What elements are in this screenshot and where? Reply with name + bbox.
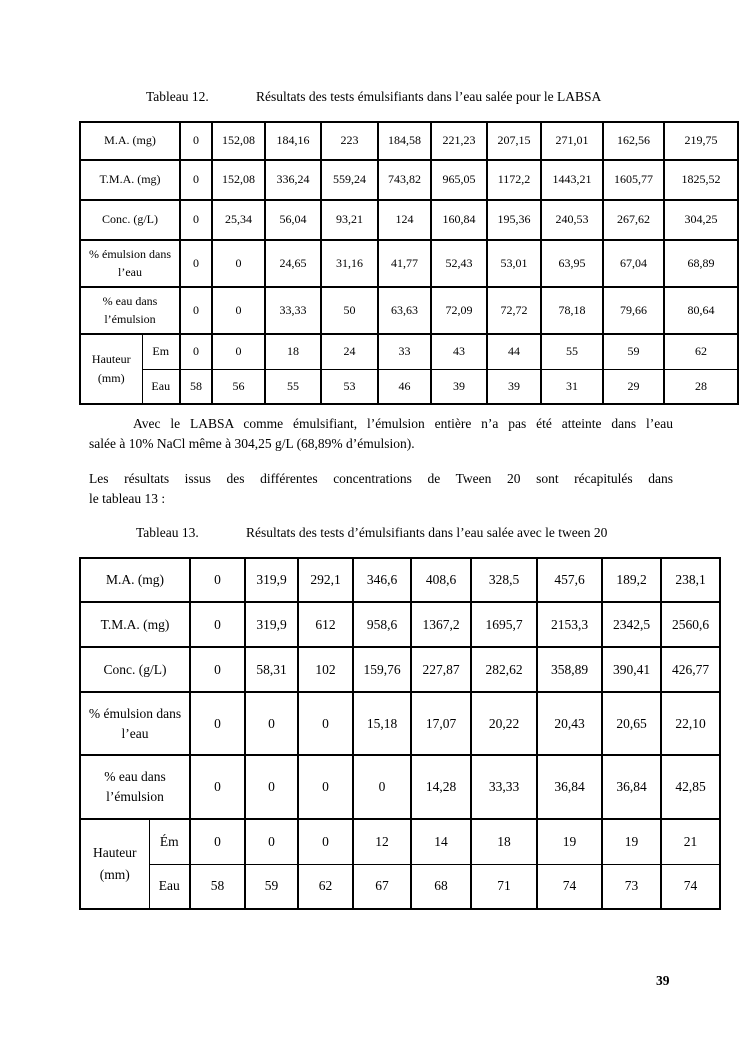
table-row-em [80, 334, 738, 369]
row-label: M.A. (mg) [80, 122, 180, 160]
table-cell: 19 [537, 819, 602, 864]
table-cell: 184,58 [378, 122, 431, 160]
table-row [80, 122, 738, 160]
em-label: Em [142, 334, 180, 369]
table-cell: 31,16 [321, 240, 378, 287]
table-cell: 20,43 [537, 692, 602, 755]
table12-caption-number: Tableau 12. [146, 89, 209, 104]
table-cell: 336,24 [265, 160, 321, 200]
table-cell: 0 [298, 692, 353, 755]
table-cell: 55 [541, 334, 603, 369]
table-cell: 238,1 [661, 558, 720, 602]
table-cell: 0 [190, 602, 245, 647]
table-cell: 408,6 [411, 558, 471, 602]
hauteur-label: Hauteur (mm) [80, 334, 142, 404]
paragraph-labsa-conclusion [89, 414, 673, 454]
table-cell: 358,89 [537, 647, 602, 692]
table-cell: 227,87 [411, 647, 471, 692]
table-cell: 282,62 [471, 647, 537, 692]
em-label: Ém [149, 819, 190, 864]
table-cell: 53,01 [487, 240, 541, 287]
table-cell: 79,66 [603, 287, 664, 334]
table-cell: 319,9 [245, 558, 298, 602]
table-row-eau [80, 864, 720, 909]
paragraph-tween-intro [89, 469, 673, 509]
table-cell: 0 [353, 755, 411, 819]
row-label: M.A. (mg) [80, 558, 190, 602]
table-cell: 0 [212, 240, 265, 287]
table13 [79, 557, 721, 910]
table-cell: 58,31 [245, 647, 298, 692]
table-cell: 12 [353, 819, 411, 864]
table12-caption [146, 89, 666, 105]
table-cell: 52,43 [431, 240, 487, 287]
row-label: % émulsion dans l’eau [80, 240, 180, 287]
table-cell: 223 [321, 122, 378, 160]
table13-caption-text: Résultats des tests d’émulsifiants dans l’eau salée avec le tween 20 [246, 525, 608, 540]
table-cell: 219,75 [664, 122, 738, 160]
table-cell: 24 [321, 334, 378, 369]
table-cell: 304,25 [664, 200, 738, 240]
table-cell: 0 [298, 819, 353, 864]
table-cell: 33,33 [265, 287, 321, 334]
table-cell: 457,6 [537, 558, 602, 602]
table-row [80, 240, 738, 287]
table-cell: 28 [664, 369, 738, 404]
table-cell: 0 [190, 647, 245, 692]
table-cell: 2560,6 [661, 602, 720, 647]
table-cell: 39 [431, 369, 487, 404]
table-cell: 58 [190, 864, 245, 909]
hauteur-label: Hauteur (mm) [80, 819, 149, 909]
table-row [80, 602, 720, 647]
table-cell: 58 [180, 369, 212, 404]
table-cell: 184,16 [265, 122, 321, 160]
eau-label: Eau [142, 369, 180, 404]
table-cell: 271,01 [541, 122, 603, 160]
table-cell: 0 [245, 819, 298, 864]
table-cell: 59 [245, 864, 298, 909]
table-cell: 74 [537, 864, 602, 909]
table-cell: 2342,5 [602, 602, 661, 647]
table-cell: 43 [431, 334, 487, 369]
table-cell: 67,04 [603, 240, 664, 287]
table-cell: 612 [298, 602, 353, 647]
table-cell: 18 [265, 334, 321, 369]
table-cell: 426,77 [661, 647, 720, 692]
table-cell: 24,65 [265, 240, 321, 287]
table-cell: 0 [180, 240, 212, 287]
table-cell: 1825,52 [664, 160, 738, 200]
table12 [79, 121, 739, 405]
table-cell: 0 [180, 122, 212, 160]
table-cell: 14 [411, 819, 471, 864]
table-cell: 18 [471, 819, 537, 864]
table13-caption-number: Tableau 13. [136, 525, 199, 540]
table-cell: 0 [212, 334, 265, 369]
table-cell: 559,24 [321, 160, 378, 200]
table-cell: 44 [487, 334, 541, 369]
table-cell: 33 [378, 334, 431, 369]
row-label: T.M.A. (mg) [80, 160, 180, 200]
table-cell: 56,04 [265, 200, 321, 240]
table-cell: 195,36 [487, 200, 541, 240]
table-cell: 63,63 [378, 287, 431, 334]
table-cell: 0 [190, 819, 245, 864]
row-label: % eau dans l’émulsion [80, 287, 180, 334]
page-number: 39 [656, 973, 670, 988]
table-cell: 0 [245, 692, 298, 755]
table-cell: 62 [664, 334, 738, 369]
table-cell: 73 [602, 864, 661, 909]
table-cell: 390,41 [602, 647, 661, 692]
table-row [80, 287, 738, 334]
table-cell: 0 [190, 692, 245, 755]
table-cell: 20,65 [602, 692, 661, 755]
row-label: Conc. (g/L) [80, 200, 180, 240]
paragraph2-line2: le tableau 13 : [89, 491, 166, 506]
table-cell: 41,77 [378, 240, 431, 287]
table-cell: 0 [298, 755, 353, 819]
table-cell: 59 [603, 334, 664, 369]
table-cell: 25,34 [212, 200, 265, 240]
paragraph2-line1: Les résultats issus des différentes concentrations de Tween 20 sont récapitulés dans [89, 471, 673, 486]
table-cell: 63,95 [541, 240, 603, 287]
table-cell: 0 [180, 287, 212, 334]
table-cell: 102 [298, 647, 353, 692]
table-cell: 160,84 [431, 200, 487, 240]
table-cell: 0 [212, 287, 265, 334]
table-cell: 22,10 [661, 692, 720, 755]
table-cell: 965,05 [431, 160, 487, 200]
table-cell: 29 [603, 369, 664, 404]
table-cell: 189,2 [602, 558, 661, 602]
table-cell: 36,84 [602, 755, 661, 819]
table-row-eau [80, 369, 738, 404]
table-cell: 78,18 [541, 287, 603, 334]
table12-caption-text: Résultats des tests émulsifiants dans l’eau salée pour le LABSA [256, 89, 602, 104]
table-cell: 319,9 [245, 602, 298, 647]
table13-caption [136, 525, 656, 541]
table-cell: 67 [353, 864, 411, 909]
table-cell: 42,85 [661, 755, 720, 819]
table-cell: 68 [411, 864, 471, 909]
table-cell: 0 [180, 334, 212, 369]
table-cell: 14,28 [411, 755, 471, 819]
table-cell: 31 [541, 369, 603, 404]
table-cell: 19 [602, 819, 661, 864]
table-cell: 207,15 [487, 122, 541, 160]
table-cell: 1367,2 [411, 602, 471, 647]
table-row [80, 558, 720, 602]
table-cell: 17,07 [411, 692, 471, 755]
table-row [80, 692, 720, 755]
table-cell: 62 [298, 864, 353, 909]
table-cell: 15,18 [353, 692, 411, 755]
eau-label: Eau [149, 864, 190, 909]
table-cell: 124 [378, 200, 431, 240]
row-label: Conc. (g/L) [80, 647, 190, 692]
row-label: % eau dans l’émulsion [80, 755, 190, 819]
table-cell: 39 [487, 369, 541, 404]
table-cell: 72,72 [487, 287, 541, 334]
table-cell: 267,62 [603, 200, 664, 240]
table-cell: 152,08 [212, 160, 265, 200]
table-cell: 221,23 [431, 122, 487, 160]
table-cell: 2153,3 [537, 602, 602, 647]
table-cell: 328,5 [471, 558, 537, 602]
table-cell: 68,89 [664, 240, 738, 287]
table-cell: 36,84 [537, 755, 602, 819]
table-cell: 53 [321, 369, 378, 404]
row-label: % émulsion dans l’eau [80, 692, 190, 755]
table-cell: 21 [661, 819, 720, 864]
table-cell: 74 [661, 864, 720, 909]
table-row [80, 200, 738, 240]
table-cell: 152,08 [212, 122, 265, 160]
table-cell: 0 [190, 558, 245, 602]
paragraph1-line2: salée à 10% NaCl même à 304,25 g/L (68,89% d’émulsion). [89, 436, 415, 451]
table-cell: 20,22 [471, 692, 537, 755]
table-cell: 292,1 [298, 558, 353, 602]
table-cell: 93,21 [321, 200, 378, 240]
table-cell: 743,82 [378, 160, 431, 200]
table-row [80, 647, 720, 692]
row-label: T.M.A. (mg) [80, 602, 190, 647]
table-cell: 1695,7 [471, 602, 537, 647]
table-cell: 958,6 [353, 602, 411, 647]
table-cell: 0 [180, 200, 212, 240]
table-cell: 1605,77 [603, 160, 664, 200]
table-cell: 33,33 [471, 755, 537, 819]
table-cell: 159,76 [353, 647, 411, 692]
table-cell: 46 [378, 369, 431, 404]
table-cell: 1172,2 [487, 160, 541, 200]
table-row [80, 160, 738, 200]
table-cell: 1443,21 [541, 160, 603, 200]
table-cell: 346,6 [353, 558, 411, 602]
table-cell: 0 [190, 755, 245, 819]
table-cell: 71 [471, 864, 537, 909]
table-cell: 162,56 [603, 122, 664, 160]
table-cell: 55 [265, 369, 321, 404]
paragraph1-line1: Avec le LABSA comme émulsifiant, l’émulsion entière n’a pas été atteinte dans l’eau [133, 416, 673, 431]
table-cell: 56 [212, 369, 265, 404]
table-row [80, 755, 720, 819]
table-cell: 72,09 [431, 287, 487, 334]
table-cell: 240,53 [541, 200, 603, 240]
table-cell: 50 [321, 287, 378, 334]
table-row-em [80, 819, 720, 864]
table-cell: 0 [245, 755, 298, 819]
table-cell: 0 [180, 160, 212, 200]
table-cell: 80,64 [664, 287, 738, 334]
